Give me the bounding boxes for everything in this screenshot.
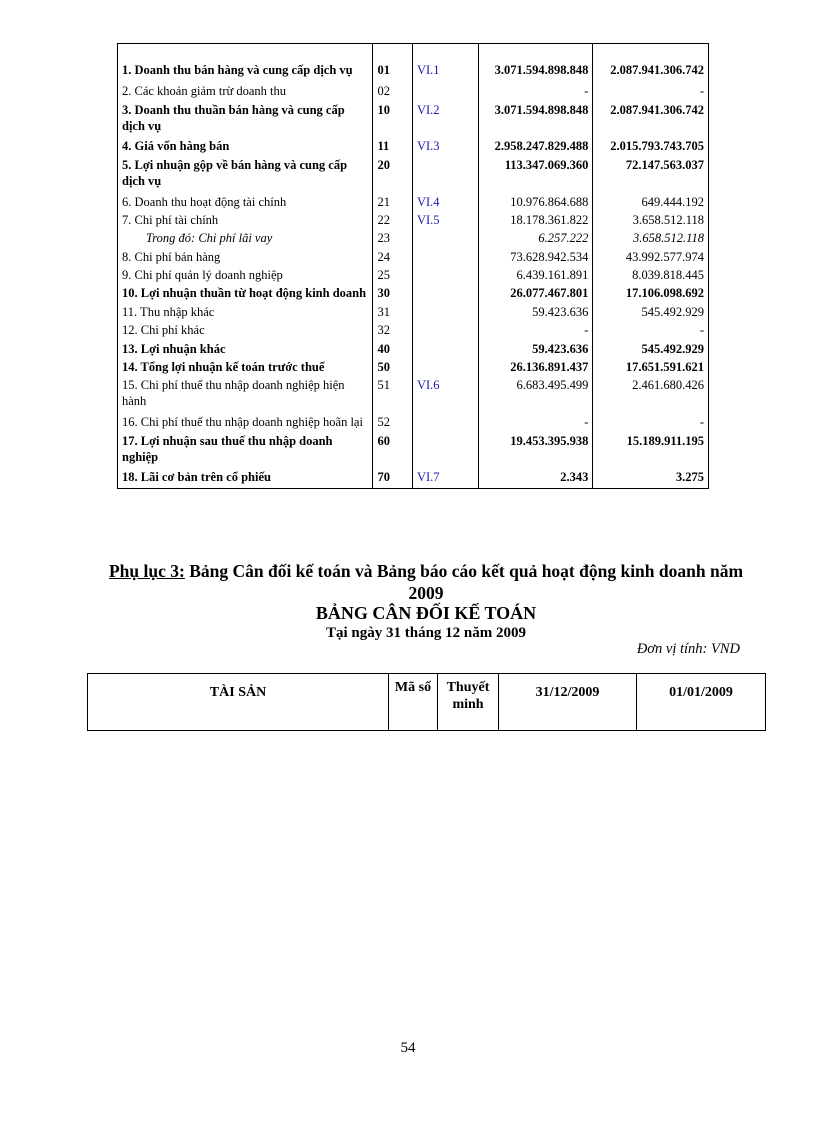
- table-row: [118, 341, 709, 359]
- table-row: [118, 304, 709, 322]
- row-name: 2. Các khoản giảm trừ doanh thu: [118, 83, 373, 101]
- row-value-2008: -: [593, 322, 709, 340]
- row-name: 7. Chi phí tài chính: [118, 212, 373, 230]
- row-code: 51: [373, 377, 413, 414]
- appendix-title: [90, 560, 762, 604]
- row-value-2009: 6.257.222: [478, 230, 593, 248]
- row-code: 32: [373, 322, 413, 340]
- table-row: [118, 285, 709, 303]
- row-code: 31: [373, 304, 413, 322]
- appendix-title-text: Bảng Cân đối kế toán và Bảng báo cáo kết quả hoạt động kinh doanh năm 2009: [184, 561, 744, 603]
- table-row: [118, 267, 709, 285]
- row-code: 10: [373, 102, 413, 139]
- table-row: [118, 194, 709, 212]
- row-note: [412, 433, 478, 470]
- balance-sheet-header-row: [88, 674, 766, 731]
- row-value-2009: 6.439.161.891: [478, 267, 593, 285]
- row-code: 40: [373, 341, 413, 359]
- table-row: [118, 44, 709, 84]
- row-code: 01: [373, 44, 413, 84]
- balance-sheet-title: BẢNG CÂN ĐỐI KẾ TOÁN: [315, 603, 537, 623]
- table-row: [118, 377, 709, 414]
- row-value-2009: 2.343: [478, 469, 593, 487]
- row-value-2008: 545.492.929: [593, 341, 709, 359]
- header-assets: TÀI SẢN: [88, 674, 389, 731]
- table-row: [118, 249, 709, 267]
- row-value-2009: 3.071.594.898.848: [478, 44, 593, 84]
- row-value-2008: 649.444.192: [593, 194, 709, 212]
- row-value-2008: -: [593, 414, 709, 432]
- row-note: VI.4: [412, 194, 478, 212]
- row-name: 16. Chi phí thuế thu nhập doanh nghiệp hoãn lại: [118, 414, 373, 432]
- row-name: 6. Doanh thu hoạt động tài chính: [118, 194, 373, 212]
- filler-cell: [593, 488, 709, 489]
- row-note: VI.7: [412, 469, 478, 487]
- row-name: 15. Chi phí thuế thu nhập doanh nghiệp hiện hành: [118, 377, 373, 414]
- row-note: [412, 230, 478, 248]
- table-row: [118, 414, 709, 432]
- row-code: 22: [373, 212, 413, 230]
- row-note: VI.6: [412, 377, 478, 414]
- row-value-2008: 2.087.941.306.742: [593, 44, 709, 84]
- row-value-2009: 59.423.636: [478, 304, 593, 322]
- row-value-2008: 43.992.577.974: [593, 249, 709, 267]
- row-code: 50: [373, 359, 413, 377]
- row-value-2009: 3.071.594.898.848: [478, 102, 593, 139]
- row-name: 18. Lãi cơ bản trên cổ phiếu: [118, 469, 373, 487]
- row-note: [412, 359, 478, 377]
- row-note: [412, 157, 478, 194]
- row-code: 70: [373, 469, 413, 487]
- row-code: 24: [373, 249, 413, 267]
- row-note: VI.5: [412, 212, 478, 230]
- header-begin-date: 01/01/2009: [637, 674, 766, 731]
- filler-cell: [412, 488, 478, 489]
- row-code: 02: [373, 83, 413, 101]
- row-value-2009: 59.423.636: [478, 341, 593, 359]
- row-name: 17. Lợi nhuận sau thuế thu nhập doanh nghiệp: [118, 433, 373, 470]
- row-name: 8. Chi phí bán hàng: [118, 249, 373, 267]
- row-code: 23: [373, 230, 413, 248]
- table-row: [118, 138, 709, 156]
- filler-cell: [478, 488, 593, 489]
- row-code: 21: [373, 194, 413, 212]
- row-value-2009: 73.628.942.534: [478, 249, 593, 267]
- row-value-2008: 2.015.793.743.705: [593, 138, 709, 156]
- row-name: 11. Thu nhập khác: [118, 304, 373, 322]
- row-note: VI.1: [412, 44, 478, 84]
- row-name: 3. Doanh thu thuần bán hàng và cung cấp dịch vụ: [118, 102, 373, 139]
- row-value-2008: 2.461.680.426: [593, 377, 709, 414]
- balance-sheet-header-table: [87, 673, 766, 731]
- row-value-2009: 6.683.495.499: [478, 377, 593, 414]
- table-row: [118, 212, 709, 230]
- row-value-2009: -: [478, 322, 593, 340]
- row-value-2008: -: [593, 83, 709, 101]
- table-row: [118, 83, 709, 101]
- page-number: 54: [400, 1040, 416, 1056]
- balance-sheet-date: Tại ngày 31 tháng 12 năm 2009: [325, 625, 527, 641]
- table-row: [118, 433, 709, 470]
- row-code: 60: [373, 433, 413, 470]
- row-value-2009: 18.178.361.822: [478, 212, 593, 230]
- unit-note: Đơn vị tính: VND: [636, 641, 740, 657]
- table-row: [118, 102, 709, 139]
- row-note: [412, 304, 478, 322]
- row-note: [412, 83, 478, 101]
- row-value-2009: 26.077.467.801: [478, 285, 593, 303]
- row-code: 52: [373, 414, 413, 432]
- table-row: [118, 469, 709, 487]
- row-name: 9. Chi phí quản lý doanh nghiệp: [118, 267, 373, 285]
- row-value-2009: -: [478, 83, 593, 101]
- row-value-2008: 8.039.818.445: [593, 267, 709, 285]
- filler-cell: [373, 488, 413, 489]
- row-code: 30: [373, 285, 413, 303]
- table-filler-row: [118, 488, 709, 489]
- row-note: [412, 341, 478, 359]
- row-value-2008: 2.087.941.306.742: [593, 102, 709, 139]
- row-value-2008: 545.492.929: [593, 304, 709, 322]
- income-statement-table: [117, 43, 709, 489]
- row-name: 1. Doanh thu bán hàng và cung cấp dịch vụ: [118, 44, 373, 84]
- header-note: Thuyết minh: [438, 674, 499, 731]
- row-name: 10. Lợi nhuận thuần từ hoạt động kinh doanh: [118, 285, 373, 303]
- row-name: 13. Lợi nhuận khác: [118, 341, 373, 359]
- row-name: 12. Chi phí khác: [118, 322, 373, 340]
- row-value-2008: 3.275: [593, 469, 709, 487]
- row-value-2008: 3.658.512.118: [593, 230, 709, 248]
- row-note: [412, 249, 478, 267]
- row-value-2008: 17.651.591.621: [593, 359, 709, 377]
- row-value-2009: 26.136.891.437: [478, 359, 593, 377]
- row-name: 4. Giá vốn hàng bán: [118, 138, 373, 156]
- row-value-2009: 10.976.864.688: [478, 194, 593, 212]
- row-code: 20: [373, 157, 413, 194]
- row-value-2009: 113.347.069.360: [478, 157, 593, 194]
- row-note: [412, 285, 478, 303]
- row-note: [412, 322, 478, 340]
- row-note: VI.2: [412, 102, 478, 139]
- row-value-2009: 19.453.395.938: [478, 433, 593, 470]
- row-name: 5. Lợi nhuận gộp về bán hàng và cung cấp dịch vụ: [118, 157, 373, 194]
- row-value-2008: 15.189.911.195: [593, 433, 709, 470]
- row-name: 14. Tổng lợi nhuận kế toán trước thuế: [118, 359, 373, 377]
- row-note: VI.3: [412, 138, 478, 156]
- row-code: 11: [373, 138, 413, 156]
- header-code: Mã số: [389, 674, 438, 731]
- header-end-date: 31/12/2009: [499, 674, 637, 731]
- row-value-2009: 2.958.247.829.488: [478, 138, 593, 156]
- table-row: [118, 322, 709, 340]
- table-row: [118, 157, 709, 194]
- row-note: [412, 267, 478, 285]
- table-row: [118, 359, 709, 377]
- table-row: [118, 230, 709, 248]
- income-statement-body: [118, 44, 709, 489]
- row-note: [412, 414, 478, 432]
- appendix-label: Phụ lục 3:: [108, 561, 185, 581]
- row-value-2008: 3.658.512.118: [593, 212, 709, 230]
- row-value-2008: 72.147.563.037: [593, 157, 709, 194]
- row-value-2009: -: [478, 414, 593, 432]
- row-value-2008: 17.106.098.692: [593, 285, 709, 303]
- filler-cell: [118, 488, 373, 489]
- row-name: Trong đó: Chi phí lãi vay: [118, 230, 373, 248]
- row-code: 25: [373, 267, 413, 285]
